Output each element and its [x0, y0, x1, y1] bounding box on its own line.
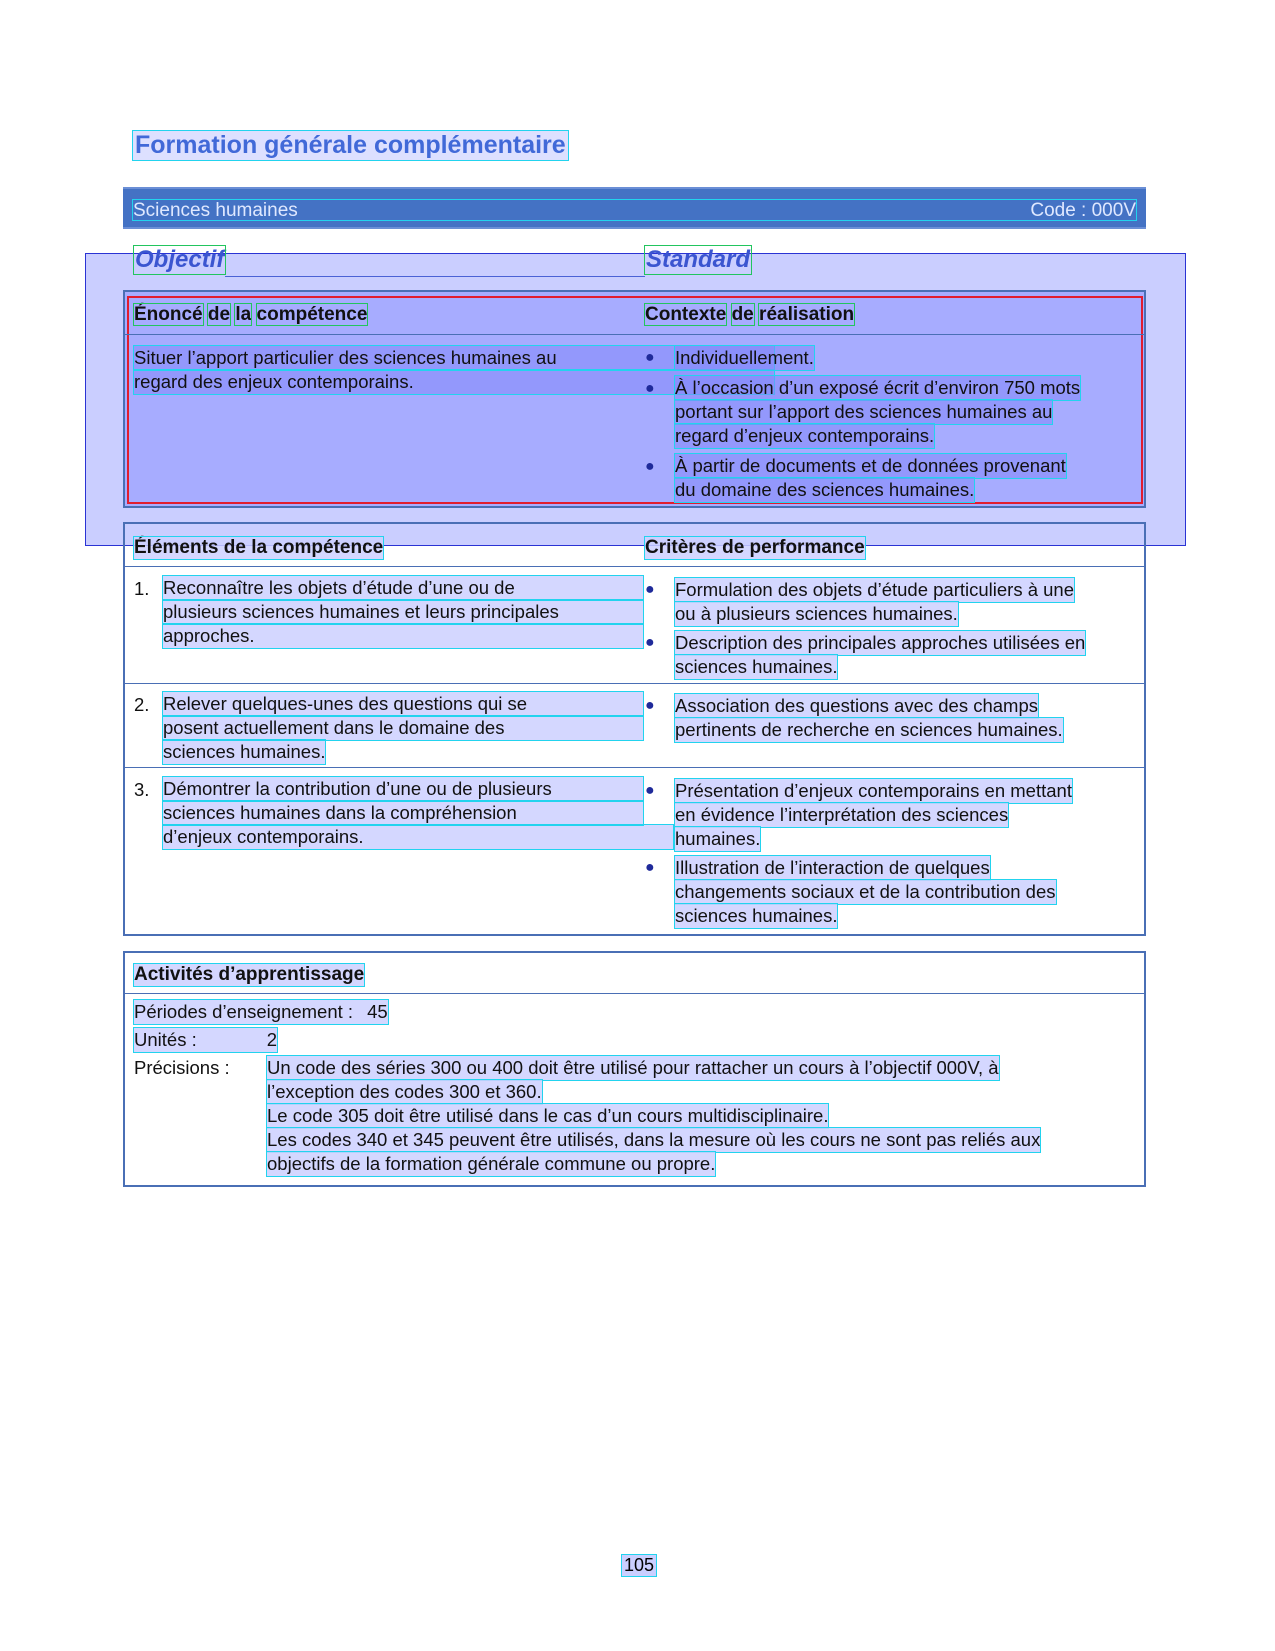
table-row-divider: [125, 683, 1144, 684]
contexte-item: À l’occasion d’un exposé écrit d’environ 750 mots portant sur l’apport des sciences humaines au regard d’enjeux contemporains.: [675, 377, 1081, 446]
bullet-icon: ●: [645, 697, 655, 714]
element-text: Relever quelques-unes des questions qui se posent actuellement dans le domaine des sciences humaines.: [163, 692, 643, 764]
bullet-icon: ●: [645, 782, 655, 799]
bullet-icon: ●: [645, 380, 655, 397]
contexte-header: Contexte de réalisation: [645, 304, 855, 325]
course-code: Code : 000V: [1030, 200, 1136, 221]
criterion: Association des questions avec des champs pertinents de recherche en sciences humaines.: [675, 695, 1063, 740]
page-number: 105: [624, 1555, 655, 1575]
criteres-header: Critères de performance: [645, 537, 865, 558]
element-text: Reconnaître les objets d’étude d’une ou de plusieurs sciences humaines et leurs principales approches.: [163, 576, 643, 648]
criterion: Présentation d’enjeux contemporains en mettant en évidence l’interprétation des sciences humaines.: [675, 780, 1072, 849]
elements-header: Éléments de la compétence: [134, 537, 384, 558]
element-number: 2.: [134, 694, 150, 715]
criterion: Illustration de l’interaction de quelques changements sociaux et de la contribution des sciences humaines.: [675, 857, 1056, 926]
criterion: Formulation des objets d’étude particuliers à une ou à plusieurs sciences humaines.: [675, 579, 1075, 624]
table-row-divider: [125, 334, 1144, 335]
element-text: Démontrer la contribution d’une ou de plusieurs sciences humaines dans la compréhension d’enjeux contemporains.: [163, 777, 673, 849]
contexte-item: Individuellement.: [675, 347, 814, 368]
table-row-divider: [125, 566, 1144, 567]
bullet-icon: ●: [645, 859, 655, 876]
contexte-item: À partir de documents et de données provenant du domaine des sciences humaines.: [675, 455, 1066, 500]
precisions-text: Un code des séries 300 ou 400 doit être utilisé pour rattacher un cours à l’objectif 000V, à l’exception des codes 300 et 360. Le code 305 doit être utilisé dans le cas d’un cours multidisciplinaire. Les codes 340 et 345 peuvent être utilisés, dans la mesure où les cours ne sont pas reliés aux objectifs de la formation générale commune ou propre.: [267, 1057, 1041, 1174]
enonce-text: Situer l’apport particulier des sciences humaines au regard des enjeux contemporains.: [134, 346, 774, 394]
subject-header-bar: [123, 187, 1146, 229]
table-row-divider: [125, 767, 1144, 768]
precisions-label: Précisions :: [134, 1057, 230, 1078]
criterion: Description des principales approches utilisées en sciences humaines.: [675, 632, 1086, 677]
enonce-header: Énoncé de la compétence: [134, 304, 368, 325]
table-row-divider: [125, 993, 1144, 994]
subject-name: Sciences humaines: [133, 200, 298, 221]
page-title: Formation générale complémentaire: [135, 131, 566, 159]
bullet-icon: ●: [645, 634, 655, 651]
bullet-icon: ●: [645, 458, 655, 475]
bullet-icon: ●: [645, 349, 655, 366]
bullet-icon: ●: [645, 581, 655, 598]
periodes-row: Périodes d’enseignement : 45: [134, 1001, 388, 1022]
heading-divider: [225, 276, 645, 277]
activites-header: Activités d’apprentissage: [134, 964, 365, 985]
element-number: 3.: [134, 779, 150, 800]
objectif-heading: Objectif: [135, 246, 225, 273]
unites-row: Unités : 2: [134, 1029, 278, 1050]
element-number: 1.: [134, 578, 150, 599]
standard-heading: Standard: [646, 246, 751, 273]
